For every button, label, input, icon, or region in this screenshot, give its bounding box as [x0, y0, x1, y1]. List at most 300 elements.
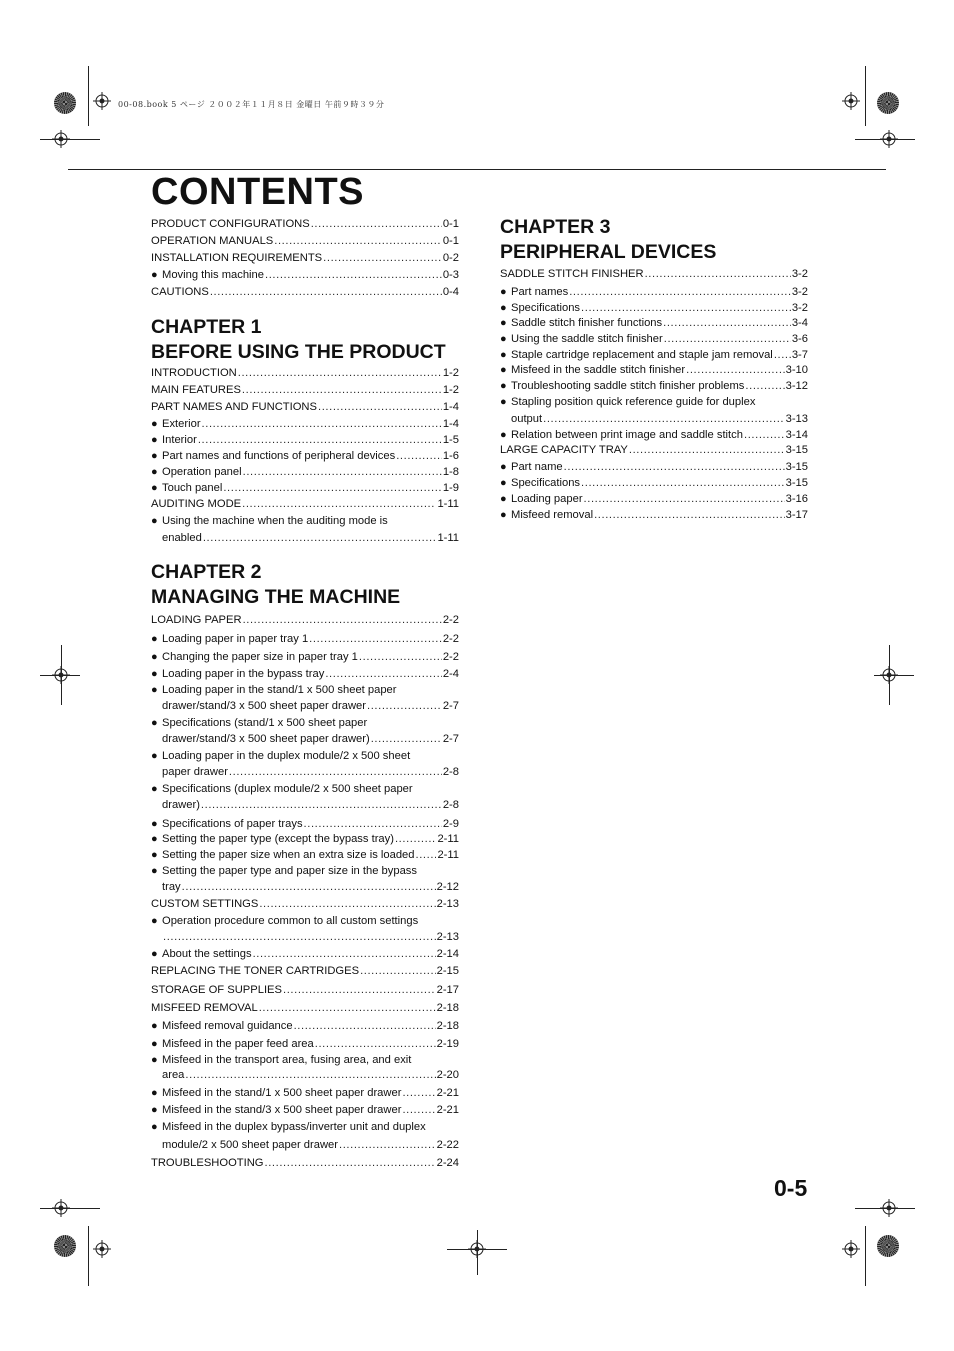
toc-entry-page: 1-11 — [437, 498, 459, 510]
toc-entry-page: 0-4 — [442, 286, 459, 298]
toc-entry-page: 1-5 — [442, 434, 459, 446]
toc-entry-label: Part name — [511, 461, 563, 473]
toc-entry[interactable] — [500, 491, 808, 507]
toc-entry-label: drawer) — [162, 799, 200, 811]
toc-entry-label: enabled — [162, 532, 202, 544]
toc-entry-label: MAIN FEATURES — [151, 384, 241, 396]
dot-leader — [581, 300, 791, 316]
bullet-icon: ● — [151, 482, 158, 494]
toc-entry-label: Stapling position quick reference guide for duplex — [511, 396, 756, 408]
dot-leader — [242, 496, 436, 512]
dot-leader — [367, 698, 442, 714]
toc-entry-page: 1-9 — [442, 482, 459, 494]
toc-entry[interactable] — [500, 394, 808, 410]
toc-entry[interactable] — [151, 682, 459, 698]
toc-entry-page: 2-13 — [436, 931, 459, 943]
color-dot-icon — [54, 1235, 76, 1257]
dot-leader — [210, 284, 442, 300]
toc-entry[interactable] — [151, 530, 459, 546]
dot-leader — [242, 382, 442, 398]
bullet-icon: ● — [500, 509, 507, 521]
page-number: 0-5 — [774, 1175, 808, 1201]
toc-entry-page: 1-4 — [442, 401, 459, 413]
toc-entry[interactable] — [151, 1000, 459, 1016]
toc-entry-page: 2-13 — [436, 898, 459, 910]
bullet-icon: ● — [151, 418, 158, 430]
toc-entry[interactable] — [151, 929, 459, 945]
bullet-icon: ● — [151, 515, 158, 527]
toc-entry-label: drawer/stand/3 x 500 sheet paper drawer) — [162, 733, 370, 745]
toc-entry[interactable] — [151, 963, 459, 979]
toc-entry[interactable] — [151, 1067, 459, 1083]
toc-entry[interactable] — [151, 365, 459, 381]
toc-entry-label: module/2 x 500 sheet paper drawer — [162, 1139, 339, 1151]
toc-entry-label: Specifications — [511, 477, 581, 489]
dot-leader — [304, 816, 442, 832]
toc-entry-label: Operation panel — [162, 466, 242, 478]
page-title: CONTENTS — [151, 171, 364, 213]
bullet-icon: ● — [151, 833, 158, 845]
toc-entry[interactable] — [500, 378, 808, 394]
toc-entry[interactable] — [151, 731, 459, 747]
toc-entry-label: Specifications — [511, 302, 581, 314]
toc-entry[interactable] — [151, 399, 459, 415]
toc-entry-page: 0-2 — [442, 252, 459, 264]
toc-entry-label: Exterior — [162, 418, 201, 430]
toc-entry-page: 3-4 — [791, 317, 808, 329]
bullet-icon: ● — [151, 1104, 158, 1116]
dot-leader — [581, 475, 785, 491]
bullet-icon: ● — [500, 364, 507, 376]
bullet-icon: ● — [500, 429, 507, 441]
toc-entry-label: Interior — [162, 434, 197, 446]
toc-entry-label: INSTALLATION REQUIREMENTS — [151, 252, 323, 264]
crop-line — [889, 645, 890, 705]
dot-leader — [359, 649, 442, 665]
chapter-2-number: CHAPTER 2 — [151, 561, 262, 583]
toc-entry-page: 2-20 — [436, 1069, 459, 1081]
toc-entry[interactable] — [151, 1085, 459, 1101]
registration-mark-icon — [880, 1199, 898, 1217]
toc-entry-page: 2-9 — [442, 818, 459, 830]
toc-entry-label: PART NAMES AND FUNCTIONS — [151, 401, 317, 413]
toc-entry-page: 3-10 — [785, 364, 808, 376]
toc-entry[interactable] — [151, 715, 459, 731]
toc-entry-label: Loading paper in the bypass tray — [162, 668, 325, 680]
toc-entry[interactable] — [151, 416, 459, 432]
toc-entry[interactable] — [151, 233, 459, 249]
dot-leader — [203, 530, 437, 546]
toc-entry-label: CUSTOM SETTINGS — [151, 898, 259, 910]
toc-entry-label: Operation procedure common to all custom settings — [162, 915, 419, 927]
dot-leader — [543, 411, 784, 427]
toc-entry-label: Changing the paper size in paper tray 1 — [162, 651, 358, 663]
bullet-icon: ● — [151, 818, 158, 830]
toc-entry-label: CAUTIONS — [151, 286, 209, 298]
dot-leader — [744, 427, 785, 443]
toc-entry-page: 1-11 — [437, 532, 459, 544]
toc-entry-label: Misfeed removal — [511, 509, 594, 521]
toc-entry[interactable] — [500, 315, 808, 331]
toc-entry[interactable] — [151, 612, 459, 628]
dot-leader — [238, 365, 442, 381]
toc-entry[interactable] — [500, 347, 808, 363]
toc-entry-label: LARGE CAPACITY TRAY — [500, 444, 628, 456]
dot-leader — [243, 612, 442, 628]
bullet-icon: ● — [151, 684, 158, 696]
dot-leader — [243, 464, 442, 480]
bullet-icon: ● — [151, 849, 158, 861]
toc-entry-page: 2-22 — [436, 1139, 459, 1151]
dot-leader — [201, 797, 442, 813]
toc-entry-page: 2-24 — [436, 1157, 459, 1169]
toc-entry-page: 2-18 — [436, 1002, 459, 1014]
registration-mark-icon — [842, 1240, 860, 1258]
dot-leader — [645, 266, 791, 282]
toc-entry-label: Relation between print image and saddle stitch — [511, 429, 743, 441]
toc-entry[interactable] — [500, 459, 808, 475]
toc-entry-page: 3-2 — [791, 286, 808, 298]
toc-entry[interactable] — [151, 896, 459, 912]
toc-entry-label: Loading paper — [511, 493, 583, 505]
toc-entry[interactable] — [500, 442, 808, 458]
dot-leader — [259, 896, 435, 912]
toc-entry-label: Loading paper in paper tray 1 — [162, 633, 309, 645]
toc-entry-page: 3-15 — [785, 461, 808, 473]
toc-entry[interactable] — [500, 266, 808, 282]
toc-entry-label: REPLACING THE TONER CARTRIDGES — [151, 965, 360, 977]
bullet-icon: ● — [151, 1087, 158, 1099]
toc-entry[interactable] — [151, 1119, 459, 1135]
chapter-3-number: CHAPTER 3 — [500, 216, 611, 238]
toc-entry-label: paper drawer — [162, 766, 228, 778]
toc-entry[interactable] — [500, 507, 808, 523]
dot-leader — [315, 1036, 436, 1052]
toc-entry[interactable] — [151, 480, 459, 496]
dot-leader — [569, 284, 791, 300]
toc-entry-label: About the settings — [162, 948, 252, 960]
toc-entry-page: 2-4 — [442, 668, 459, 680]
dot-leader — [396, 448, 442, 464]
toc-intro-list — [151, 216, 459, 300]
toc-entry[interactable] — [151, 250, 459, 266]
dot-leader — [265, 1155, 436, 1171]
toc-entry-page: 2-19 — [436, 1038, 459, 1050]
bullet-icon: ● — [500, 477, 507, 489]
toc-entry[interactable] — [151, 649, 459, 665]
toc-entry-page: 2-7 — [442, 733, 459, 745]
toc-entry[interactable] — [500, 475, 808, 491]
toc-entry-label: Moving this machine — [162, 269, 264, 281]
toc-chapter-3-list — [500, 266, 808, 526]
toc-entry[interactable] — [151, 913, 459, 929]
toc-entry-label: Specifications (duplex module/2 x 500 sheet paper — [162, 783, 413, 795]
toc-entry-page: 3-13 — [785, 413, 808, 425]
toc-chapter-1-list — [151, 365, 459, 545]
toc-entry-label: AUDITING MODE — [151, 498, 242, 510]
toc-entry[interactable] — [151, 781, 459, 797]
toc-entry-label: OPERATION MANUALS — [151, 235, 274, 247]
dot-leader — [395, 831, 436, 847]
toc-entry-page: 2-2 — [442, 651, 459, 663]
toc-entry[interactable] — [151, 1036, 459, 1052]
toc-entry-label: Using the machine when the auditing mode is — [162, 515, 388, 527]
toc-entry-page: 3-7 — [791, 349, 808, 361]
dot-leader — [416, 847, 437, 863]
dot-leader — [253, 946, 436, 962]
toc-entry[interactable] — [151, 831, 459, 847]
chapter-2-heading — [151, 560, 400, 610]
dot-leader — [664, 331, 791, 347]
toc-entry[interactable] — [151, 1018, 459, 1034]
toc-entry-label: PRODUCT CONFIGURATIONS — [151, 218, 310, 230]
dot-leader — [402, 1085, 435, 1101]
crop-line — [40, 675, 80, 676]
toc-entry[interactable] — [151, 432, 459, 448]
bullet-icon: ● — [151, 783, 158, 795]
dot-leader — [283, 982, 436, 998]
toc-entry[interactable] — [151, 982, 459, 998]
dot-leader — [259, 1000, 436, 1016]
toc-entry-label: Setting the paper size when an extra size is loaded — [162, 849, 415, 861]
dot-leader — [223, 480, 441, 496]
dot-leader — [325, 666, 442, 682]
toc-entry[interactable] — [151, 847, 459, 863]
dot-leader — [339, 1137, 436, 1153]
toc-entry-page: 2-8 — [442, 766, 459, 778]
bullet-icon: ● — [500, 302, 507, 314]
toc-entry[interactable] — [151, 698, 459, 714]
toc-entry[interactable] — [151, 764, 459, 780]
toc-entry-label: Setting the paper type and paper size in the bypass — [162, 865, 417, 877]
toc-entry-label: output — [511, 413, 543, 425]
dot-leader — [323, 250, 442, 266]
dot-leader — [185, 1067, 435, 1083]
toc-entry-label: Part names and functions of peripheral devices — [162, 450, 396, 462]
toc-entry-page: 1-2 — [442, 384, 459, 396]
registration-mark-icon — [842, 92, 860, 110]
bullet-icon: ● — [151, 865, 158, 877]
toc-entry-page: 3-14 — [785, 429, 808, 441]
toc-entry[interactable] — [151, 496, 459, 512]
toc-entry-label: Misfeed in the stand/3 x 500 sheet paper drawer — [162, 1104, 402, 1116]
bullet-icon: ● — [500, 380, 507, 392]
bullet-icon: ● — [151, 915, 158, 927]
toc-entry-page: 2-11 — [437, 833, 459, 845]
dot-leader — [182, 879, 436, 895]
toc-entry-label: Misfeed in the saddle stitch finisher — [511, 364, 686, 376]
toc-entry-label: SADDLE STITCH FINISHER — [500, 268, 644, 280]
dot-leader — [594, 507, 785, 523]
dot-leader — [294, 1018, 436, 1034]
toc-entry-page: 2-11 — [437, 849, 459, 861]
toc-entry[interactable] — [500, 427, 808, 443]
bullet-icon: ● — [500, 461, 507, 473]
toc-entry-label: Misfeed in the paper feed area — [162, 1038, 314, 1050]
toc-entry[interactable] — [151, 863, 459, 879]
chapter-1-heading — [151, 315, 446, 365]
color-dot-icon — [877, 1235, 899, 1257]
toc-entry-page: 2-2 — [442, 633, 459, 645]
toc-entry-page: 3-6 — [791, 333, 808, 345]
crop-line — [865, 66, 866, 126]
toc-entry-page: 3-15 — [785, 444, 808, 456]
toc-entry-page: 3-2 — [791, 268, 808, 280]
crop-line — [88, 1226, 89, 1286]
bullet-icon: ● — [151, 750, 158, 762]
toc-entry-label: Setting the paper type (except the bypass tray) — [162, 833, 394, 845]
toc-entry[interactable] — [151, 631, 459, 647]
toc-entry[interactable] — [151, 513, 459, 529]
toc-entry-label: STORAGE OF SUPPLIES — [151, 984, 282, 996]
toc-entry[interactable] — [151, 748, 459, 764]
crop-line — [477, 1230, 478, 1275]
bullet-icon: ● — [151, 1020, 158, 1032]
bullet-icon: ● — [151, 434, 158, 446]
toc-entry-label: Specifications (stand/1 x 500 sheet paper — [162, 717, 368, 729]
chapter-3-title: PERIPHERAL DEVICES — [500, 241, 717, 263]
bullet-icon: ● — [151, 717, 158, 729]
toc-entry-page: 2-17 — [436, 984, 459, 996]
toc-entry-label: drawer/stand/3 x 500 sheet paper drawer — [162, 700, 366, 712]
dot-leader — [318, 399, 442, 415]
toc-entry[interactable] — [151, 1137, 459, 1153]
toc-entry-label: area — [162, 1069, 185, 1081]
dot-leader — [360, 963, 436, 979]
toc-entry-page: 1-4 — [442, 418, 459, 430]
toc-entry-label: INTRODUCTION — [151, 367, 237, 379]
toc-entry[interactable] — [151, 1102, 459, 1118]
bullet-icon: ● — [500, 333, 507, 345]
toc-entry[interactable] — [151, 284, 459, 300]
chapter-2-title: MANAGING THE MACHINE — [151, 586, 401, 608]
toc-entry-label: tray — [162, 881, 181, 893]
toc-entry[interactable] — [151, 1052, 459, 1068]
toc-entry[interactable] — [151, 464, 459, 480]
toc-entry-page: 2-8 — [442, 799, 459, 811]
print-header: 00-08.book 5 ページ ２００２年１１月８日 金曜日 午前９時３９分 — [118, 100, 385, 109]
dot-leader — [198, 432, 442, 448]
dot-leader — [584, 491, 785, 507]
toc-entry-label: MISFEED REMOVAL — [151, 1002, 258, 1014]
bullet-icon: ● — [151, 633, 158, 645]
registration-mark-icon — [880, 130, 898, 148]
dot-leader — [686, 362, 784, 378]
bullet-icon: ● — [151, 1038, 158, 1050]
dot-leader — [774, 347, 791, 363]
toc-entry[interactable] — [500, 331, 808, 347]
toc-entry-label: TROUBLESHOOTING — [151, 1157, 264, 1169]
bullet-icon: ● — [500, 286, 507, 298]
dot-leader — [402, 1102, 435, 1118]
bullet-icon: ● — [151, 1054, 158, 1066]
toc-entry-page: 1-2 — [442, 367, 459, 379]
toc-entry[interactable] — [151, 1155, 459, 1171]
dot-leader — [274, 233, 442, 249]
dot-leader — [265, 267, 442, 283]
registration-mark-icon — [52, 1199, 70, 1217]
toc-entry-page: 2-21 — [436, 1104, 459, 1116]
registration-mark-icon — [52, 130, 70, 148]
crop-line — [865, 1226, 866, 1286]
toc-entry-page: 2-2 — [442, 614, 459, 626]
bullet-icon: ● — [500, 396, 507, 408]
toc-entry-label: Loading paper in the duplex module/2 x 500 sheet — [162, 750, 411, 762]
toc-entry-label: Touch panel — [162, 482, 223, 494]
bullet-icon: ● — [500, 349, 507, 361]
toc-entry[interactable] — [151, 816, 459, 832]
toc-entry[interactable] — [151, 879, 459, 895]
toc-entry-page: 2-14 — [436, 948, 459, 960]
toc-entry[interactable] — [151, 267, 459, 283]
bullet-icon: ● — [151, 948, 158, 960]
toc-entry-page: 3-16 — [785, 493, 808, 505]
toc-entry-label: Misfeed in the transport area, fusing area, and exit — [162, 1054, 412, 1066]
toc-entry-page: 3-17 — [785, 509, 808, 521]
bullet-icon: ● — [151, 450, 158, 462]
dot-leader — [564, 459, 785, 475]
toc-entry-label: Troubleshooting saddle stitch finisher problems — [511, 380, 745, 392]
toc-chapter-2-list — [151, 612, 459, 1177]
crop-line — [40, 1208, 100, 1209]
toc-entry[interactable] — [151, 946, 459, 962]
bullet-icon: ● — [151, 651, 158, 663]
dot-leader — [311, 216, 442, 232]
toc-entry[interactable] — [500, 411, 808, 427]
toc-entry-page: 2-21 — [436, 1087, 459, 1099]
toc-entry-label: Misfeed in the duplex bypass/inverter unit and duplex — [162, 1121, 426, 1133]
toc-entry-label: Misfeed removal guidance — [162, 1020, 293, 1032]
toc-entry[interactable] — [151, 382, 459, 398]
toc-entry-page: 1-6 — [442, 450, 459, 462]
toc-entry[interactable] — [500, 362, 808, 378]
toc-entry[interactable] — [151, 448, 459, 464]
dot-leader — [745, 378, 784, 394]
toc-entry-page: 3-15 — [785, 477, 808, 489]
toc-entry-label: Loading paper in the stand/1 x 500 sheet paper — [162, 684, 397, 696]
toc-entry-page: 0-1 — [442, 218, 459, 230]
toc-entry[interactable] — [151, 216, 459, 232]
toc-entry-page: 3-12 — [785, 380, 808, 392]
toc-entry-page: 2-7 — [442, 700, 459, 712]
chapter-1-number: CHAPTER 1 — [151, 316, 262, 338]
toc-entry-label: Misfeed in the stand/1 x 500 sheet paper drawer — [162, 1087, 402, 1099]
toc-entry[interactable] — [500, 300, 808, 316]
toc-entry[interactable] — [151, 666, 459, 682]
chapter-3-heading — [500, 215, 716, 265]
color-dot-icon — [877, 92, 899, 114]
dot-leader — [663, 315, 791, 331]
toc-entry[interactable] — [151, 797, 459, 813]
dot-leader — [629, 442, 785, 458]
toc-entry-label: LOADING PAPER — [151, 614, 242, 626]
dot-leader — [229, 764, 442, 780]
bullet-icon: ● — [151, 466, 158, 478]
toc-entry[interactable] — [500, 284, 808, 300]
registration-mark-icon — [93, 1240, 111, 1258]
toc-entry-label: Using the saddle stitch finisher — [511, 333, 663, 345]
toc-entry-label: Part names — [511, 286, 569, 298]
toc-entry-page: 0-3 — [442, 269, 459, 281]
dot-leader — [202, 416, 442, 432]
toc-entry-page: 1-8 — [442, 466, 459, 478]
toc-entry-page: 2-18 — [436, 1020, 459, 1032]
toc-entry-page: 3-2 — [791, 302, 808, 314]
registration-mark-icon — [93, 92, 111, 110]
dot-leader — [163, 929, 436, 945]
toc-entry-label: Specifications of paper trays — [162, 818, 303, 830]
bullet-icon: ● — [500, 493, 507, 505]
